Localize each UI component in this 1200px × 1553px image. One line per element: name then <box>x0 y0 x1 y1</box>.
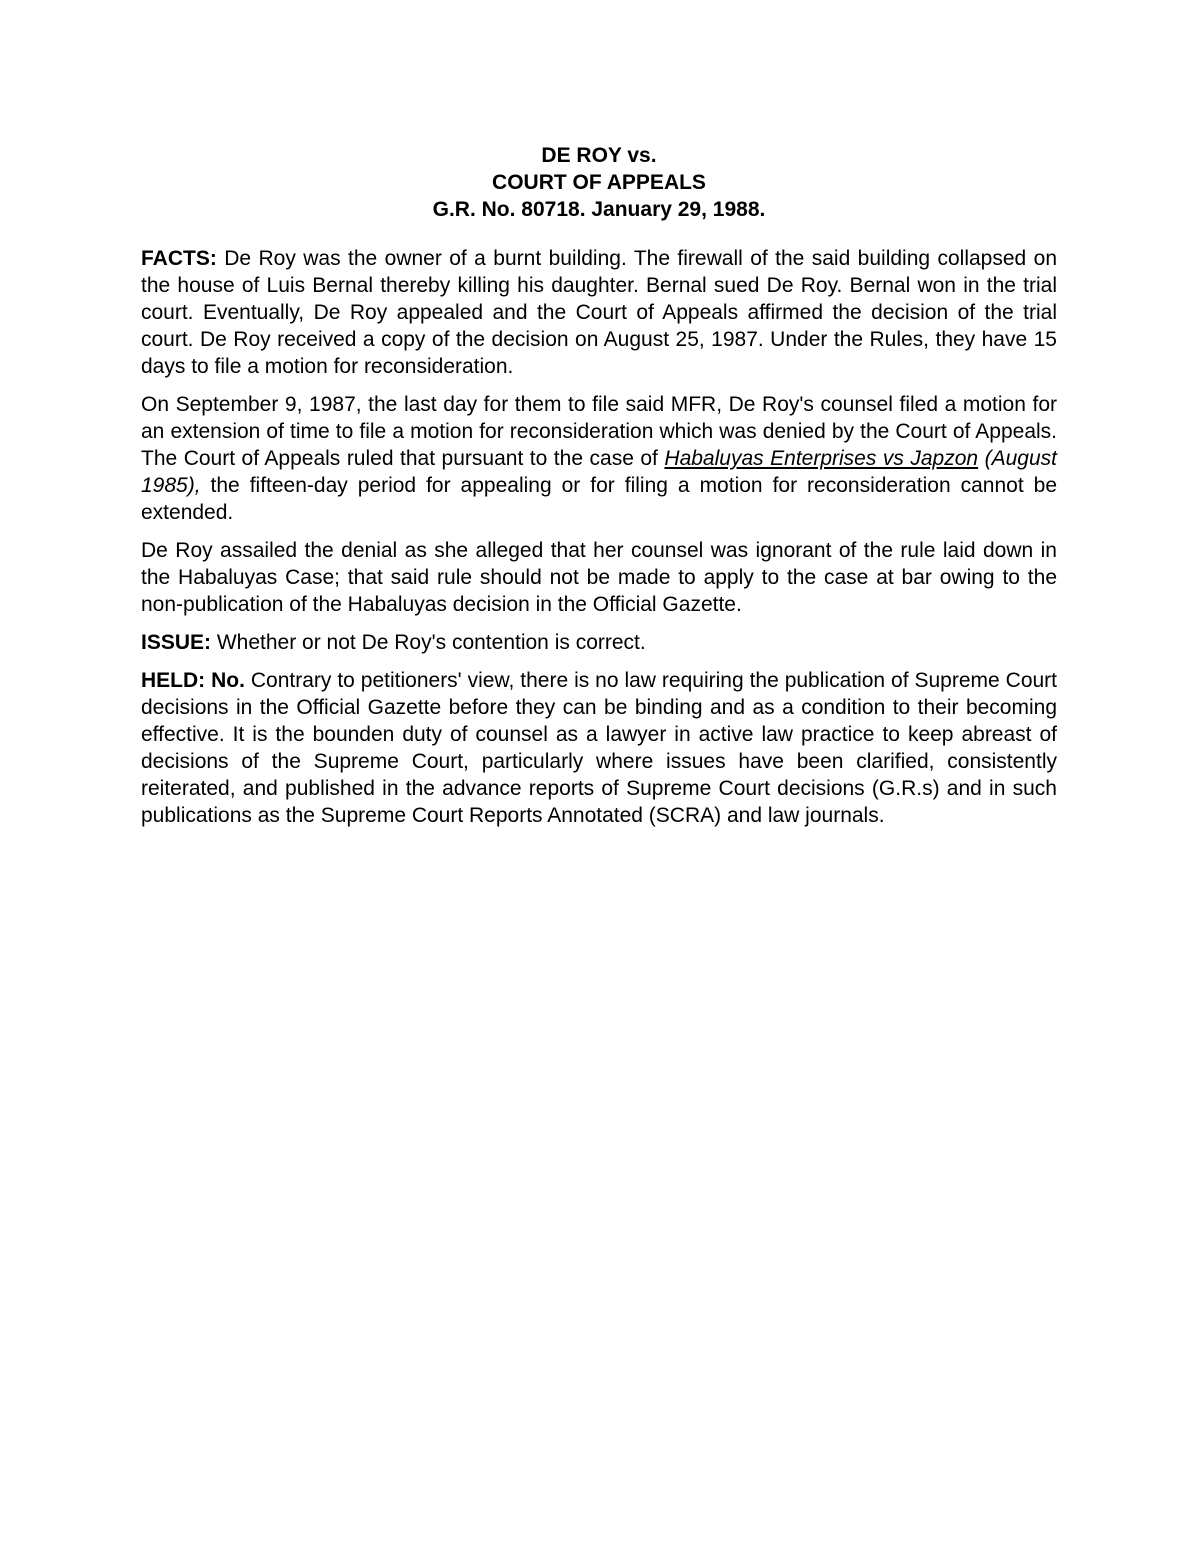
extension-text-before: On September 9, 1987, the last day for them to file said MFR, De Roy's counsel filed a motion for an extension of time to file a motion for reconsideration which was denied by the Court of Appeals. The Court of Appeals ruled that pursuant to the case of <box>141 393 1057 470</box>
facts-label: FACTS: <box>141 247 217 270</box>
habaluyas-case-date: (August 1985), <box>141 447 1057 497</box>
issue-text: Whether or not De Roy's contention is correct. <box>211 631 646 654</box>
issue-paragraph <box>141 629 1057 656</box>
facts-paragraph <box>141 245 1057 380</box>
extension-paragraph <box>141 391 1057 526</box>
extension-text-after: the fifteen-day period for appealing or for filing a motion for reconsideration cannot be extended. <box>141 474 1057 524</box>
issue-label: ISSUE: <box>141 631 212 654</box>
contention-paragraph <box>141 537 1057 618</box>
held-paragraph <box>141 667 1057 829</box>
held-text: Contrary to petitioners' view, there is no law requiring the publication of Supreme Court decisions in the Official Gazette before they can be binding and as a condition to their becoming effective. It is the bounden duty of counsel as a lawyer in active law practice to keep abreast of decisions of the Supreme Court, particularly where issues have been clarified, consistently reiterated, and published in the advance reports of Supreme Court decisions (G.R.s) and in such publications as the Supreme Court Reports Annotated (SCRA) and law journals. <box>141 669 1058 827</box>
case-citation: G.R. No. 80718. January 29, 1988. <box>432 198 766 221</box>
case-title-court: COURT OF APPEALS <box>492 171 706 194</box>
document-body <box>141 142 1057 840</box>
facts-text: De Roy was the owner of a burnt building. The firewall of the said building collapsed on the house of Luis Bernal thereby killing his daughter. Bernal sued De Roy. Bernal won in the trial court. Eventually, De Roy appealed and the Court of Appeals affirmed the decision of the trial court. De Roy received a copy of the decision on August 25, 1987. Under the Rules, they have 15 days to file a motion for reconsideration. <box>141 247 1057 378</box>
case-title-block <box>141 142 1057 223</box>
case-title-parties: DE ROY vs. <box>541 144 657 167</box>
contention-text: De Roy assailed the denial as she alleged that her counsel was ignorant of the rule laid down in the Habaluyas Case; that said rule should not be made to apply to the case at bar owing to the non-publication of the Habaluyas decision in the Official Gazette. <box>141 539 1057 616</box>
held-label: HELD: No. <box>141 669 245 692</box>
habaluyas-case-reference: Habaluyas Enterprises vs Japzon <box>664 447 979 470</box>
